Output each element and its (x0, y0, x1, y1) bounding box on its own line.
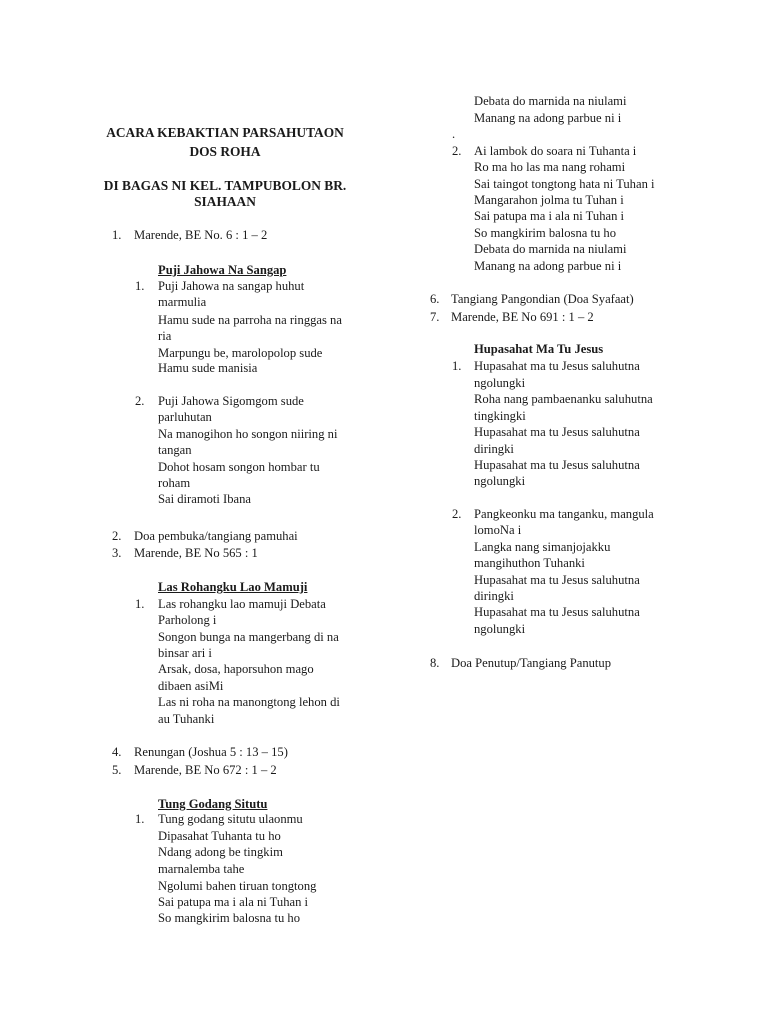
item-number: 1. (112, 228, 122, 242)
verse-line: ria (158, 329, 172, 343)
doc-title-line-3: DI BAGAS NI KEL. TAMPUBOLON BR. (103, 178, 347, 193)
item-number: 7. (430, 310, 440, 324)
verse-line: mangihuthon Tuhanki (474, 556, 585, 570)
verse-line: Hupasahat ma tu Jesus saluhutna (474, 458, 640, 472)
verse-number: 1. (135, 597, 145, 611)
item-text: Tangiang Pangondian (Doa Syafaat) (451, 292, 634, 306)
verse-line: binsar ari i (158, 646, 212, 660)
verse-line: marmulia (158, 295, 207, 309)
verse-line: Na manogihon ho songon niiring ni (158, 427, 338, 441)
verse-number: 1. (452, 359, 462, 373)
verse-line: Puji Jahowa na sangap huhut (158, 279, 305, 293)
verse-line: roham (158, 476, 191, 490)
verse-line: Pangkeonku ma tanganku, mangula (474, 507, 654, 521)
verse-line: diringki (474, 589, 514, 603)
verse-line: Debata do marnida na niulami (474, 94, 627, 108)
item-text: Doa Penutup/Tangiang Panutup (451, 656, 612, 670)
item-number: 5. (112, 763, 122, 777)
song-title: Hupasahat Ma Tu Jesus (474, 342, 604, 356)
verse-line: lomoNa i (474, 523, 522, 537)
stray-dot: . (452, 127, 456, 141)
verse-line: Songon bunga na mangerbang di na (158, 630, 339, 644)
verse-line: tangan (158, 443, 192, 457)
verse-number: 2. (452, 507, 462, 521)
verse-line: ngolungki (474, 474, 526, 488)
verse-line: Las rohangku lao mamuji Debata (158, 597, 326, 611)
item-text: Marende, BE No 565 : 1 (134, 546, 258, 560)
verse-line: Hupasahat ma tu Jesus saluhutna (474, 605, 640, 619)
song-title: Puji Jahowa Na Sangap (158, 263, 287, 277)
song-title: Las Rohangku Lao Mamuji (158, 580, 308, 594)
item-text: Marende, BE No 672 : 1 – 2 (134, 763, 277, 777)
verse-line: ngolungki (474, 376, 526, 390)
item-number: 4. (112, 745, 122, 759)
verse-line: Langka nang simanjojakku (474, 540, 611, 554)
item-text: Renungan (Joshua 5 : 13 – 15) (134, 745, 288, 759)
verse-line: Ro ma ho las ma nang rohami (474, 160, 626, 174)
verse-line: So mangkirim balosna tu ho (474, 226, 617, 240)
verse-line: ngolungki (474, 622, 526, 636)
verse-number: 1. (135, 279, 145, 293)
verse-line: Ngolumi bahen tiruan tongtong (158, 879, 317, 893)
verse-line: Manang na adong parbue ni i (474, 259, 622, 273)
item-number: 8. (430, 656, 440, 670)
verse-line: Hupasahat ma tu Jesus saluhutna (474, 359, 640, 373)
verse-line: Tung godang situtu ulaonmu (158, 812, 303, 826)
verse-line: Sai patupa ma i ala ni Tuhan i (474, 209, 625, 223)
doc-title-line-1: ACARA KEBAKTIAN PARSAHUTAON (106, 125, 344, 140)
doc-title-line-2: DOS ROHA (189, 144, 261, 159)
verse-line: Sai patupa ma i ala ni Tuhan i (158, 895, 309, 909)
verse-line: Hupasahat ma tu Jesus saluhutna (474, 573, 640, 587)
doc-title-line-4: SIAHAAN (194, 194, 256, 209)
verse-line: au Tuhanki (158, 712, 215, 726)
verse-line: Dipasahat Tuhanta tu ho (158, 829, 281, 843)
verse-line: marnalemba tahe (158, 862, 245, 876)
verse-line: Hamu sude manisia (158, 361, 258, 375)
verse-line: So mangkirim balosna tu ho (158, 911, 301, 925)
item-text: Marende, BE No. 6 : 1 – 2 (134, 228, 268, 242)
item-text: Doa pembuka/tangiang pamuhai (134, 529, 298, 543)
verse-line: Ndang adong be tingkim (158, 845, 283, 859)
verse-line: Debata do marnida na niulami (474, 242, 627, 256)
verse-number: 1. (135, 812, 145, 826)
item-text: Marende, BE No 691 : 1 – 2 (451, 310, 594, 324)
verse-line: Marpungu be, marolopolop sude (158, 346, 323, 360)
verse-line: Las ni roha na manongtong lehon di (158, 695, 340, 709)
verse-line: Mangarahon jolma tu Tuhan i (474, 193, 624, 207)
verse-line: parluhutan (158, 410, 212, 424)
verse-line: Parholong i (158, 613, 217, 627)
verse-line: Manang na adong parbue ni i (474, 111, 622, 125)
verse-line: Dohot hosam songon hombar tu (158, 460, 320, 474)
verse-line: Ai lambok do soara ni Tuhanta i (474, 144, 637, 158)
verse-line: Hamu sude na parroha na ringgas na (158, 313, 342, 327)
verse-number: 2. (135, 394, 145, 408)
verse-line: Puji Jahowa Sigomgom sude (158, 394, 304, 408)
verse-line: Arsak, dosa, haporsuhon mago (158, 662, 314, 676)
verse-line: Hupasahat ma tu Jesus saluhutna (474, 425, 640, 439)
item-number: 2. (112, 529, 122, 543)
verse-line: Sai taingot tongtong hata ni Tuhan i (474, 177, 655, 191)
song-title: Tung Godang Situtu (158, 797, 268, 811)
item-number: 6. (430, 292, 440, 306)
item-number: 3. (112, 546, 122, 560)
verse-line: Sai diramoti Ibana (158, 492, 252, 506)
verse-line: tingkingki (474, 409, 526, 423)
verse-line: Roha nang pambaenanku saluhutna (474, 392, 653, 406)
verse-number: 2. (452, 144, 462, 158)
verse-line: dibaen asiMi (158, 679, 224, 693)
verse-line: diringki (474, 442, 514, 456)
